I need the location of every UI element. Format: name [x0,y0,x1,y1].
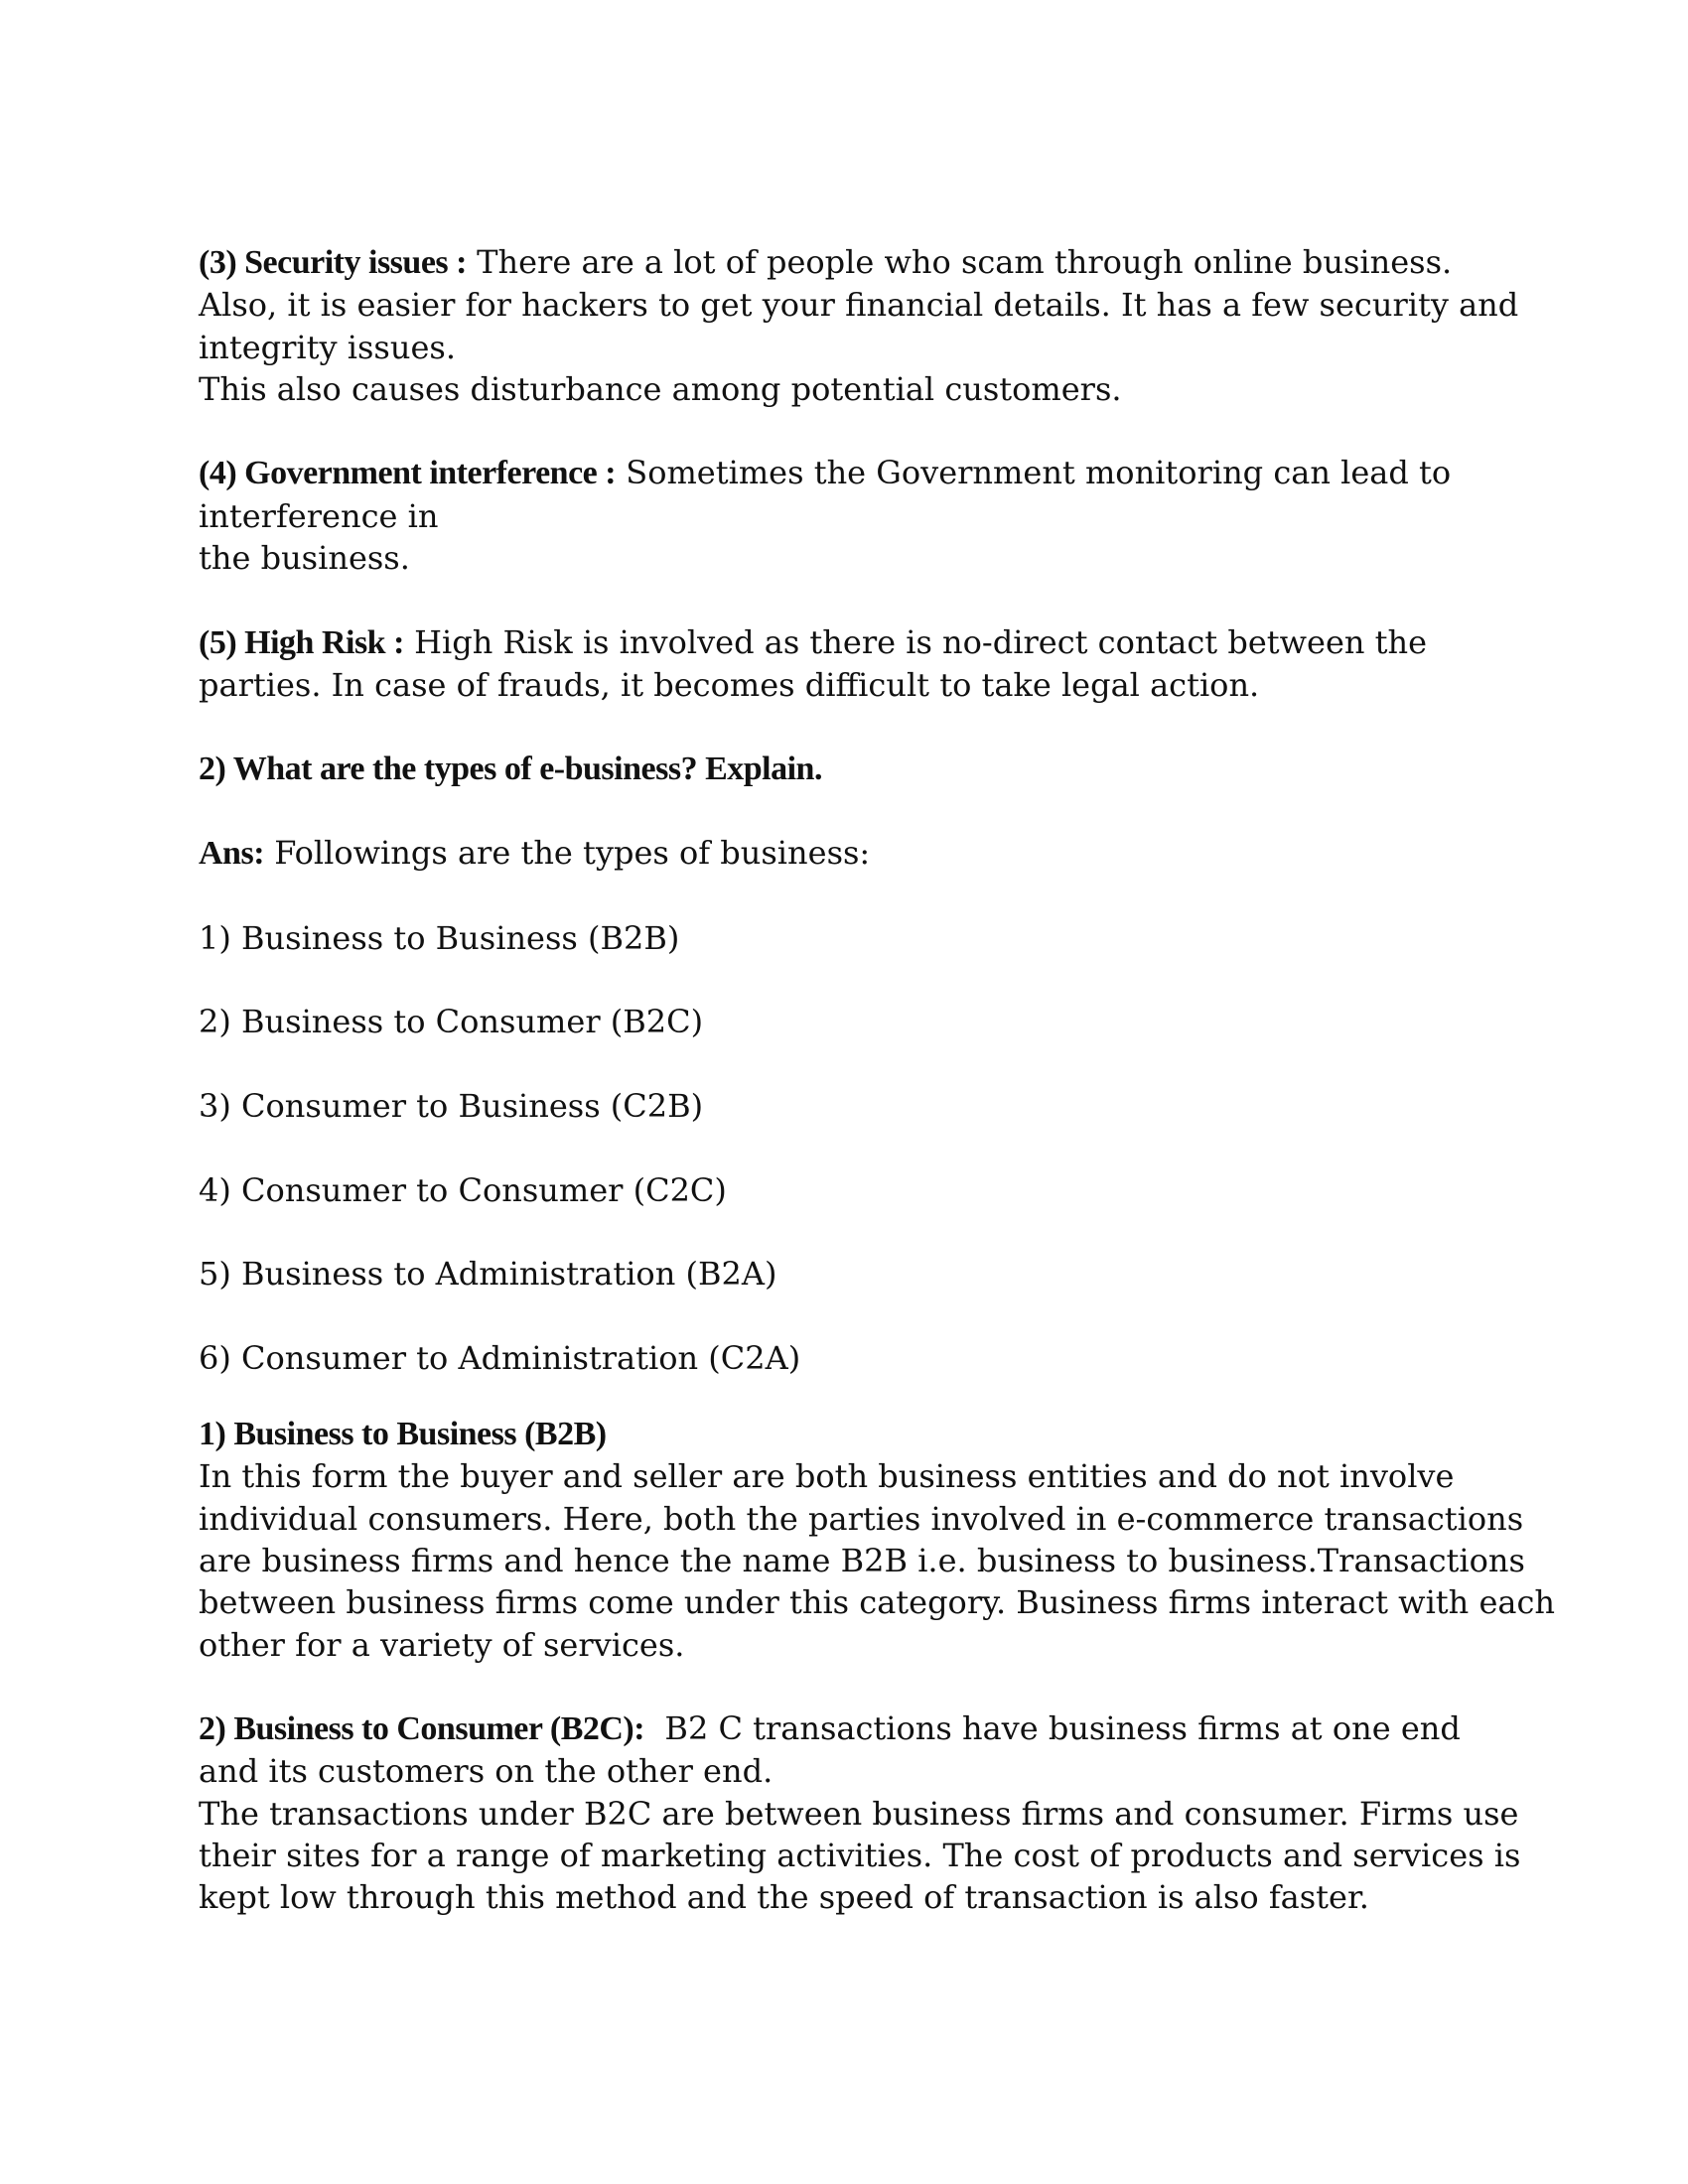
b2c-line-1 [199,1707,1509,1750]
government-interference-paragraph [199,452,1509,579]
question-heading: 2) What are the types of e-business? Explain. [199,750,822,787]
security-line-4: This also causes disturbance among potential customers. [199,369,1122,408]
government-line-1-text: Sometimes the Government monitoring can lead to [616,454,1452,492]
b2c-label: 2) Business to Consumer (B2C): [199,1710,645,1748]
risk-line-2: parties. In case of frauds, it becomes difficult to take legal action. [199,665,1260,704]
b2c-section [199,1707,1521,1918]
b2b-heading: 1) Business to Business (B2B) [199,1416,607,1453]
answer-paragraph [199,832,1509,875]
list-item: 6) Consumer to Administration (C2A) [199,1338,801,1377]
security-issues-label: (3) Security issues : [199,244,467,281]
high-risk-paragraph [199,621,1509,707]
document-page [199,241,1555,1961]
b2c-line: and its customers on the other end. [199,1752,774,1791]
list-item: 4) Consumer to Consumer (C2C) [199,1170,727,1209]
types-list [199,917,1509,1379]
government-line-3: the business. [199,539,410,578]
b2c-line: kept low through this method and the speed of transaction is also faster. [199,1878,1369,1917]
risk-line-1-text: High Risk is involved as there is no-direct contact between the [403,622,1428,661]
b2b-line: individual consumers. Here, both the parties involved in e-commerce transactions [199,1499,1524,1538]
answer-text: Followings are the types of business: [264,834,871,873]
high-risk-label: (5) High Risk : [199,623,404,661]
government-line-2: interference in [199,496,439,535]
security-line-3: integrity issues. [199,328,456,366]
b2c-line: The transactions under B2C are between business firms and consumer. Firms use [199,1794,1519,1833]
b2b-line: are business firms and hence the name B2B i.e. business to business.Transactions [199,1541,1525,1579]
risk-line-1 [199,621,1509,664]
list-item: 1) Business to Business (B2B) [199,918,680,957]
security-line-1 [199,241,1509,284]
b2c-line-1-text: B2 C transactions have business firms at one end [644,1709,1461,1748]
security-line-1-text: There are a lot of people who scam through online business. [466,243,1453,281]
b2b-section [199,1414,1555,1666]
b2c-line: their sites for a range of marketing activities. The cost of products and services is [199,1836,1521,1874]
question-paragraph [199,749,1509,790]
government-line-1 [199,452,1509,494]
answer-label: Ans: [199,835,265,873]
list-item: 3) Consumer to Business (C2B) [199,1086,704,1125]
list-item: 2) Business to Consumer (B2C) [199,1003,704,1041]
list-item: 5) Business to Administration (B2A) [199,1255,777,1294]
answer-line [199,832,1509,875]
b2b-line: In this form the buyer and seller are both business entities and do not involve [199,1457,1455,1496]
b2b-line: other for a variety of services. [199,1625,685,1664]
security-issues-paragraph [199,241,1519,410]
security-line-2: Also, it is easier for hackers to get your financial details. It has a few security and [199,286,1519,325]
government-interference-label: (4) Government interference : [199,455,617,492]
b2b-line: between business firms come under this category. Business firms interact with each [199,1583,1555,1622]
